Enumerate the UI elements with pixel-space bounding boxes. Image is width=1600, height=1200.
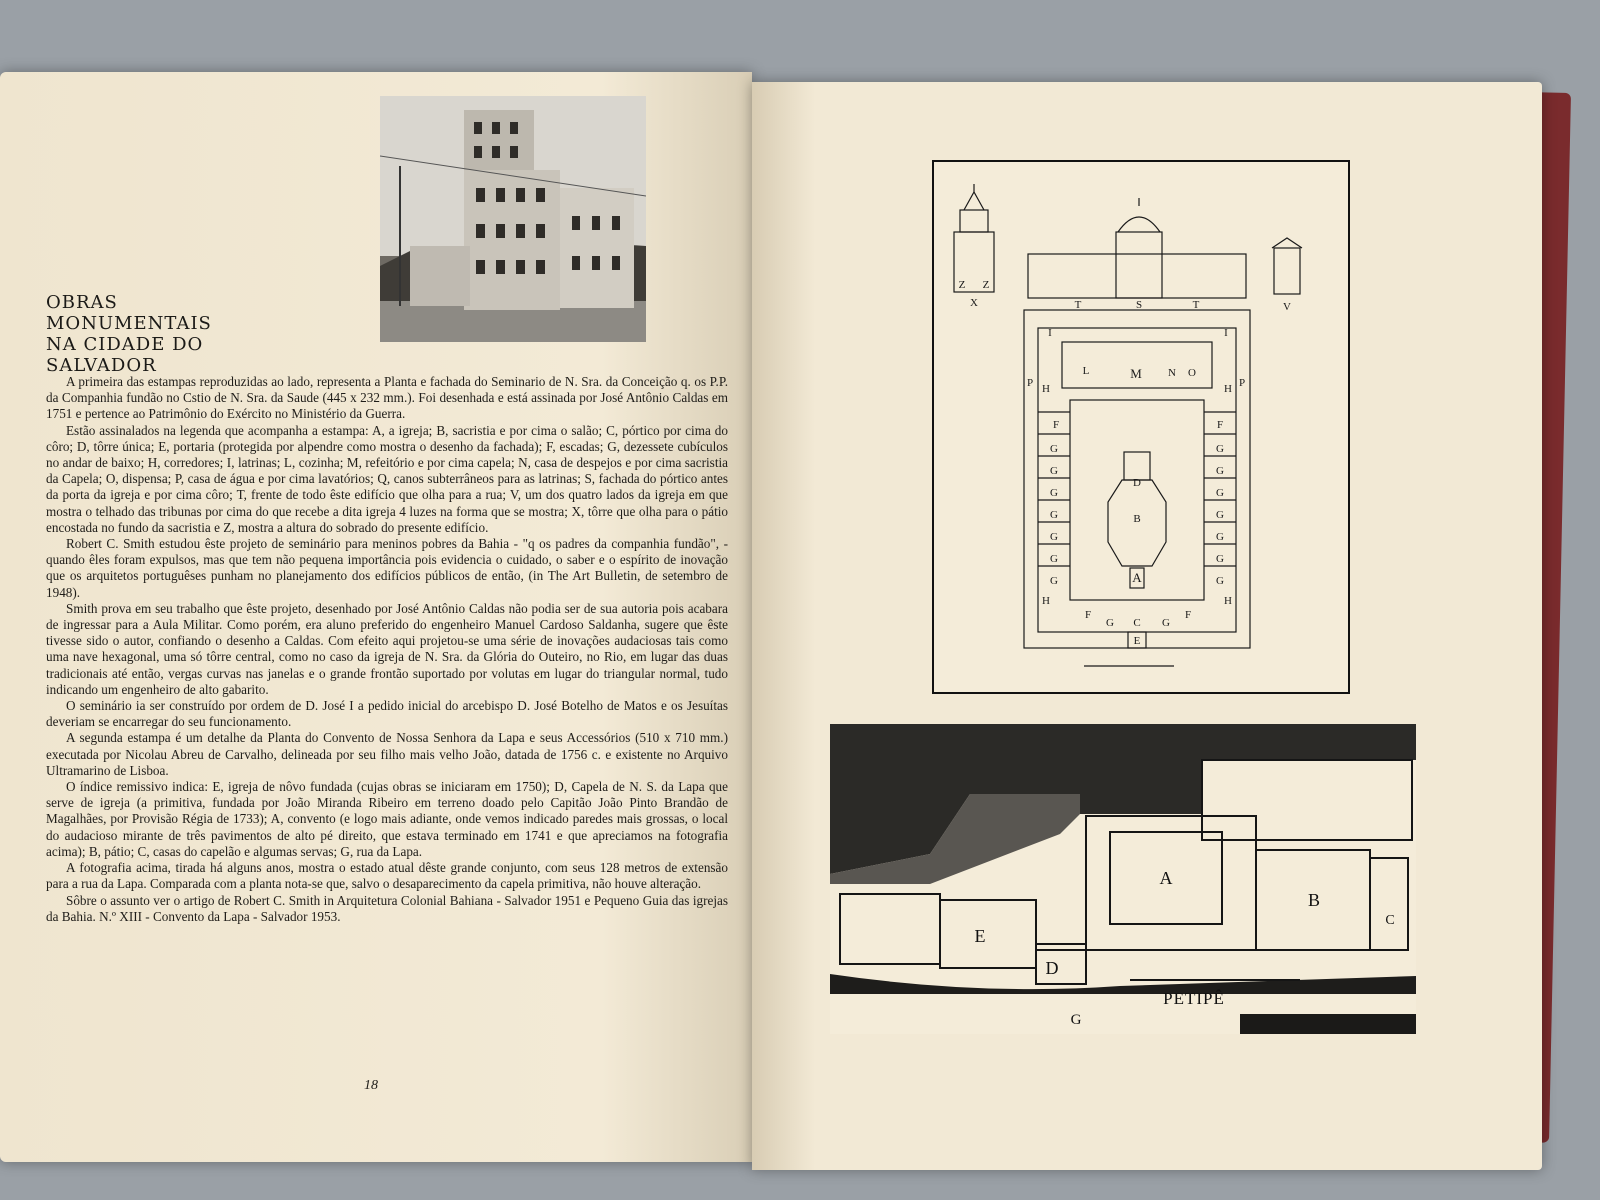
plan-label-g: G — [1216, 443, 1224, 455]
plan-label-e: E — [1133, 635, 1141, 647]
plan-label-p: P — [1238, 377, 1246, 389]
plan-label-h: H — [1224, 595, 1232, 607]
plan-label-g: G — [1050, 553, 1058, 565]
plan-label-g: G — [1216, 553, 1224, 565]
plan-label-g: G — [1050, 509, 1058, 521]
plan-label-l: L — [1082, 365, 1090, 377]
plan-label-o: O — [1188, 367, 1196, 379]
plan-label-s: S — [1135, 299, 1143, 311]
convent-photo-image — [380, 96, 646, 342]
plan-label-c: C — [1385, 913, 1395, 928]
plan-label-b: B — [1307, 890, 1321, 910]
plan-label-t: T — [1074, 299, 1082, 311]
convent-lapa-plan-image — [830, 724, 1416, 1034]
section-title-line: NA CIDADE DO — [46, 334, 204, 355]
plan-label-g: G — [1106, 617, 1114, 629]
plan-label-f: F — [1216, 419, 1224, 431]
plan-label-c: C — [1133, 617, 1141, 629]
paragraph: A segunda estampa é um detalhe da Planta do Convento de Nossa Senhora da Lapa e seus Accessórios (510 x 710 mm.) executada por Nicolau Abreu de Carvalho, delineada por seu filho mais velho João, datada de 1756 c. e existente no Arquivo Ultramarino de Lisboa. — [46, 730, 728, 778]
plan-label-g: G — [1050, 531, 1058, 543]
plan-label-z: Z — [958, 279, 966, 291]
plan-label-f: F — [1184, 609, 1192, 621]
plan-label-d: D — [1045, 958, 1059, 978]
paragraph: Sôbre o assunto ver o artigo de Robert C. Smith in Arquitetura Colonial Bahiana - Salvador 1951 e Pequeno Guia das igrejas da Bahia. N.º XIII - Convento da Lapa - Salvador 1953. — [46, 892, 728, 924]
plan-label-a: A — [1132, 570, 1142, 585]
plan-label-b: B — [1133, 513, 1141, 525]
paragraph: A fotografia acima, tirada há alguns anos, mostra o estado atual dêste grande conjunto, com seus 128 metros de extensão para a rua da Lapa. Comparada com a planta nota-se que, salvo o desaparecimento da capela primitiva, não houve alteração. — [46, 860, 728, 892]
plan-label-h: H — [1224, 383, 1232, 395]
plan-label-t: T — [1192, 299, 1200, 311]
plan-label-d: D — [1133, 477, 1141, 489]
plan-label-h: H — [1042, 383, 1050, 395]
plan-label-n: N — [1168, 367, 1176, 379]
plan-label-z: Z — [982, 279, 990, 291]
plan-label-f: F — [1052, 419, 1060, 431]
section-title-line: OBRAS MONUMENTAIS — [46, 292, 212, 334]
plan-label-p: P — [1026, 377, 1034, 389]
seminary-plan-image — [934, 162, 1348, 692]
plan-label-g: G — [1162, 617, 1170, 629]
paragraph: Robert C. Smith estudou êste projeto de seminário para meninos pobres da Bahia - "q os padres da companhia fundão", - quando êles foram expulsos, mas que tem não pequena importância pois evidencia o cuidado, o saber e o espírito de inovação que os arquitetos portuguêses punham no planejamento dos edifícios públicos de então, (in The Art Bulletin, de setembro de 1948). — [46, 536, 728, 600]
plan-label-v: V — [1283, 301, 1291, 313]
plan-label-m: M — [1130, 366, 1142, 381]
plan-label-g: G — [1216, 575, 1224, 587]
plan-label-x: X — [970, 297, 978, 309]
paragraph: O índice remissivo indica: E, igreja de nôvo fundada (cujas obras se iniciaram em 1750); D, Capela de N. S. da Lapa que serve de igreja (a primitiva, fundada por João Miranda Ribeiro em terreno doado pelo Capitão João Pinto Brandão de Magalhães, por Provisão Régia de 1733); A, convento (e logo mais adiante, onde vemos indicado paredes mais grossas, o local do audacioso mirante de três pavimentos de alto pé direito, que estava terminado em 1741 e que apreciamos na fotografia acima); B, pátio; C, casas do capelão e algumas servas; G, rua da Lapa. — [46, 779, 728, 859]
plan-label-i: I — [1224, 327, 1228, 339]
article-body — [46, 374, 728, 925]
section-title — [46, 292, 276, 376]
petipe-scale-label: PETIPÊ — [1163, 989, 1225, 1008]
paragraph: Smith prova em seu trabalho que êste projeto, desenhado por José Antônio Caldas não podia ser de sua autoria pois acabara de ingressar para a Aula Militar. Como porém, era aluno preferido do engenheiro Manuel Cardoso Saldanha, sugere que êste tivesse sido o autor, confiando o desenho a Caldas. Com efeito aqui projetou-se uma série de inovações audaciosas tais como uma nave hexagonal, uma só tôrre central, como no caso da igreja de N. Sra. da Glória do Outeiro, no Rio, em lugar das duas tradicionais até então, vergas curvas nas janelas e o grande frontão suportado por volutas em lugar do triangular normal, tudo indicando um engenheiro de alto gabarito. — [46, 600, 728, 697]
convent-lapa-plan-drawing — [830, 724, 1416, 1034]
plan-label-g: G — [1070, 1012, 1082, 1028]
plan-label-h: H — [1042, 595, 1050, 607]
plan-label-g: G — [1216, 531, 1224, 543]
plan-label-g: G — [1216, 487, 1224, 499]
plan-label-g: G — [1050, 465, 1058, 477]
seminary-plan-drawing — [932, 160, 1350, 694]
plan-label-i: I — [1048, 327, 1052, 339]
plan-label-a: A — [1159, 868, 1173, 888]
paragraph: A primeira das estampas reproduzidas ao lado, representa a Planta e fachada do Seminario de N. Sra. da Conceição q. os P.P. da Companhia fundão no Cstio de N. Sra. da Saude (445 x 232 mm.). Foi desenhada e está assinada por José Antônio Caldas em 1751 e pertence ao Patrimônio do Exército no Ministério da Guerra. — [46, 374, 728, 422]
paragraph: O seminário ia ser construído por ordem de D. José I a pedido inicial do arcebispo D. José Botelho de Matos e os Jesuítas deveriam se encarregar do seu funcionamento. — [46, 698, 728, 730]
plan-label-g: G — [1050, 487, 1058, 499]
plan-label-f: F — [1084, 609, 1092, 621]
section-title-line: SALVADOR — [46, 355, 157, 376]
plan-label-g: G — [1216, 465, 1224, 477]
plan-label-e: E — [974, 926, 986, 946]
paragraph: Estão assinalados na legenda que acompanha a estampa: A, a igreja; B, sacristia e por cima o salão; C, pórtico por cima do côro; D, tôrre única; E, portaria (protegida por alpendre como mostra o desenho da fachada); F, escadas; G, dezessete cubículos no andar de baixo; H, corredores; I, latrinas; L, cozinha; M, refeitório e por cima capela; N, casa de despejos e por cima sacristia da Capela; O, dispensa; P, casa de água e por cima lavatórios; Q, canos subterrâneos para as latrinas; S, fachada do pórtico antes da porta da igreja e por cima côro; T, frente de todo êste edifício que olha para a rua; V, um dos quatro lados da igreja em que mostra o telhado das tribunas por cima do que recebe a dita igreja 4 luzes na forma que se mostra; X, tôrre que olha para o pátio encostada no fundo da sacristia e Z, mostra a altura do sobrado do presente edifício. — [46, 422, 728, 535]
page-number: 18 — [364, 1078, 378, 1093]
plan-label-g: G — [1050, 443, 1058, 455]
plan-label-g: G — [1050, 575, 1058, 587]
convent-photograph — [380, 96, 646, 342]
plan-label-g: G — [1216, 509, 1224, 521]
